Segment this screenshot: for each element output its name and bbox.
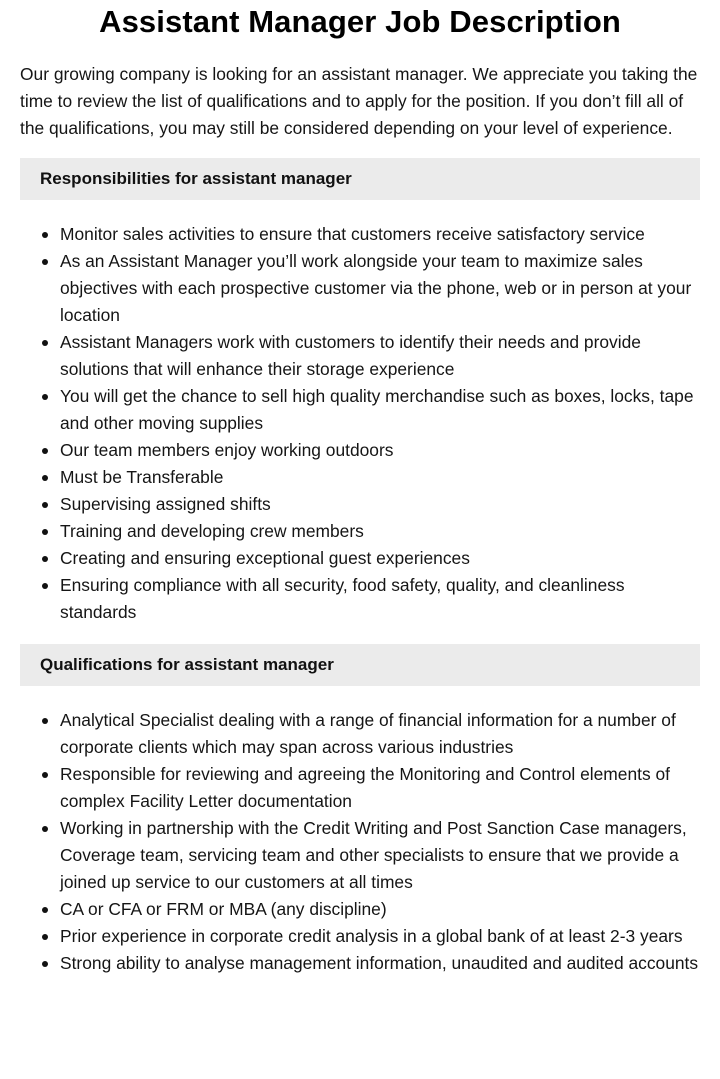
bullet-icon: [42, 502, 48, 508]
list-item-text: Supervising assigned shifts: [60, 494, 271, 514]
bullet-icon: [42, 529, 48, 535]
qualifications-list: [20, 707, 700, 977]
list-item-text: Prior experience in corporate credit analysis in a global bank of at least 2-3 years: [60, 926, 683, 946]
list-item-text: Responsible for reviewing and agreeing the Monitoring and Control elements of complex Facility Letter documentation: [60, 764, 670, 811]
list-item: [20, 221, 700, 248]
bullet-icon: [42, 394, 48, 400]
list-item-text: Training and developing crew members: [60, 521, 364, 541]
list-item: [20, 950, 700, 977]
bullet-icon: [42, 448, 48, 454]
bullet-icon: [42, 718, 48, 724]
responsibilities-section: [20, 158, 700, 626]
qualifications-section: [20, 644, 700, 977]
bullet-icon: [42, 475, 48, 481]
list-item: [20, 464, 700, 491]
page-title: Assistant Manager Job Description: [99, 4, 621, 39]
list-item-text: As an Assistant Manager you’ll work alongside your team to maximize sales objectives with each prospective customer via the phone, web or in person at your location: [60, 251, 692, 325]
list-item: [20, 572, 700, 626]
list-item-text: Our team members enjoy working outdoors: [60, 440, 394, 460]
bullet-icon: [42, 556, 48, 562]
intro-paragraph: Our growing company is looking for an assistant manager. We appreciate you taking the time to review the list of qualifications and to apply for the position. If you don’t fill all of the qualifications, you may still be considered depending on your level of experience.: [20, 64, 698, 138]
list-item-text: Assistant Managers work with customers to identify their needs and provide solutions that will enhance their storage experience: [60, 332, 641, 379]
responsibilities-list: [20, 221, 700, 626]
responsibilities-heading: Responsibilities for assistant manager: [20, 158, 700, 200]
list-item: [20, 383, 700, 437]
bullet-icon: [42, 340, 48, 346]
list-item-text: Working in partnership with the Credit Writing and Post Sanction Case managers, Coverage team, servicing team and other specialists to ensure that we provide a joined up service to our customers at all times: [60, 818, 687, 892]
list-item-text: Analytical Specialist dealing with a range of financial information for a number of corporate clients which may span across various industries: [60, 710, 676, 757]
list-item-text: Strong ability to analyse management information, unaudited and audited accounts: [60, 953, 699, 973]
list-item-text: Creating and ensuring exceptional guest experiences: [60, 548, 470, 568]
qualifications-heading: Qualifications for assistant manager: [20, 644, 700, 686]
list-item-text: CA or CFA or FRM or MBA (any discipline): [60, 899, 387, 919]
bullet-icon: [42, 907, 48, 913]
bullet-icon: [42, 232, 48, 238]
bullet-icon: [42, 772, 48, 778]
list-item: [20, 707, 700, 761]
list-item-text: Must be Transferable: [60, 467, 224, 487]
list-item: [20, 923, 700, 950]
list-item: [20, 761, 700, 815]
list-item: [20, 248, 700, 329]
list-item: [20, 329, 700, 383]
bullet-icon: [42, 826, 48, 832]
list-item: [20, 545, 700, 572]
list-item-text: You will get the chance to sell high quality merchandise such as boxes, locks, tape and other moving supplies: [60, 386, 694, 433]
list-item-text: Monitor sales activities to ensure that customers receive satisfactory service: [60, 224, 645, 244]
list-item: [20, 437, 700, 464]
list-item: [20, 815, 700, 896]
bullet-icon: [42, 961, 48, 967]
list-item-text: Ensuring compliance with all security, food safety, quality, and cleanliness standards: [60, 575, 625, 622]
bullet-icon: [42, 934, 48, 940]
bullet-icon: [42, 583, 48, 589]
bullet-icon: [42, 259, 48, 265]
list-item: [20, 518, 700, 545]
list-item: [20, 896, 700, 923]
list-item: [20, 491, 700, 518]
